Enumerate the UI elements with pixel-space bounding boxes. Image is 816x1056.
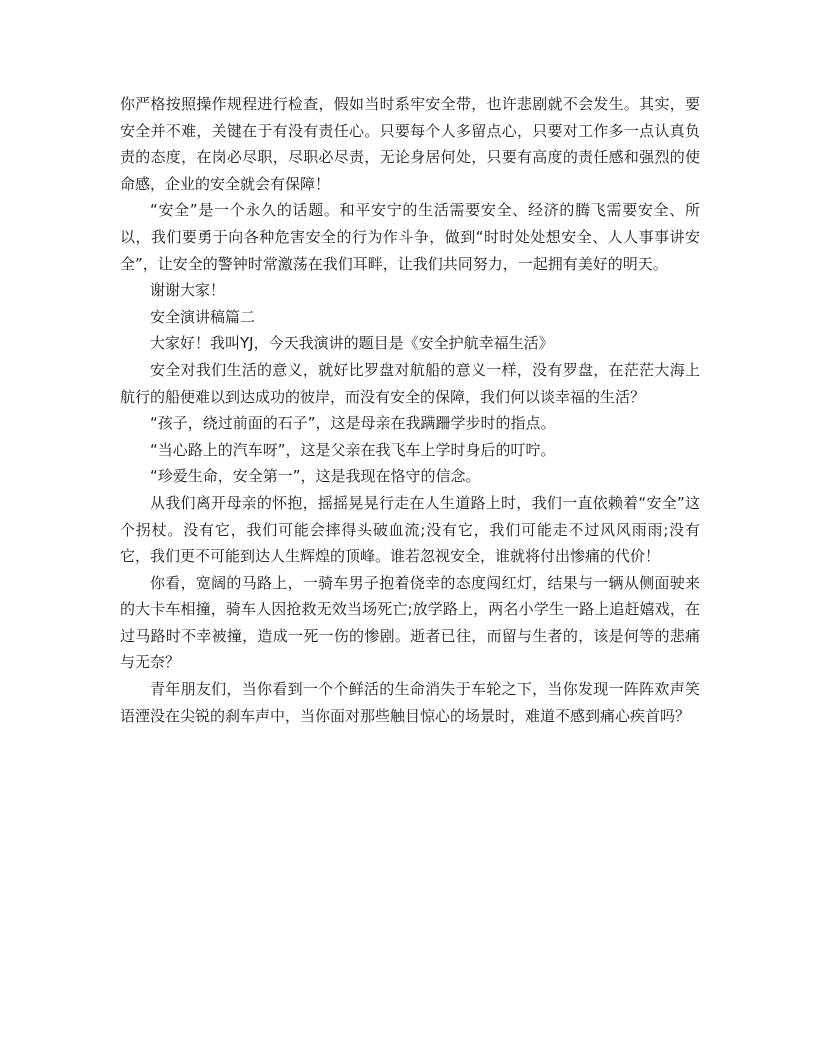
- paragraph-3: 谢谢大家！: [150, 281, 226, 300]
- paragraph-7: “孩子，绕过前面的石子”，这是母亲在我蹒跚学步时的指点。: [150, 414, 556, 433]
- paragraph-10: 从我们离开母亲的怀抱，摇摇晃晃行走在人生道路上时，我们一直依赖着“安全”这个拐杖。没有它，我们可能会摔得头破血流;没有它，我们可能走不过风风雨雨;没有它，我们更不可能到达人生辉煌的顶峰。谁若忽视安全，谁就将付出惨痛的代价！: [120, 493, 700, 566]
- paragraph-9: “珍爱生命，安全第一”，这是我现在恪守的信念。: [150, 467, 481, 486]
- paragraph-1: 你严格按照操作规程进行检查，假如当时系牢安全带，也许悲剧就不会发生。其实，要安全并不难，关键在于有没有责任心。只要每个人多留点心，只要对工作多一点认真负责的态度，在岗必尽职，尽职必尽责，无论身居何处，只要有高度的责任感和强烈的使命感，企业的安全就会有保障！: [120, 95, 700, 193]
- paragraph-11: 你看，宽阔的马路上，一骑车男子抱着侥幸的态度闯红灯，结果与一辆从侧面驶来的大卡车相撞，骑车人因抢救无效当场死亡;放学路上，两名小学生一路上追赶嬉戏，在过马路时不幸被撞，造成一死一伤的惨剧。逝者已往，而留与生者的，该是何等的悲痛与无奈？: [120, 573, 700, 672]
- paragraph-6: 安全对我们生活的意义，就好比罗盘对航船的意义一样，没有罗盘，在茫茫大海上航行的船便难以到达成功的彼岸，而没有安全的保障，我们何以谈幸福的生活？: [120, 360, 700, 406]
- document-body: [120, 91, 700, 729]
- section-heading: 安全演讲稿篇二: [150, 307, 256, 326]
- paragraph-12: 青年朋友们，当你看到一个个鲜活的生命消失于车轮之下，当你发现一阵阵欢声笑语湮没在尖锐的刹车声中，当你面对那些触目惊心的场景时，难道不感到痛心疾首吗？: [120, 680, 700, 725]
- paragraph-2: “安全”是一个永久的话题。和平安宁的生活需要安全、经济的腾飞需要安全、所以，我们要勇于向各种危害安全的行为作斗争，做到“时时处处想安全、人人事事讲安全”，让安全的警钟时常激荡在我们耳畔，让我们共同努力，一起拥有美好的明天。: [120, 201, 700, 273]
- paragraph-8: “当心路上的汽车呀”，这是父亲在我飞车上学时身后的叮咛。: [150, 440, 556, 459]
- paragraph-5: 大家好！我叫YJ，今天我演讲的题目是《安全护航幸福生活》: [150, 334, 554, 353]
